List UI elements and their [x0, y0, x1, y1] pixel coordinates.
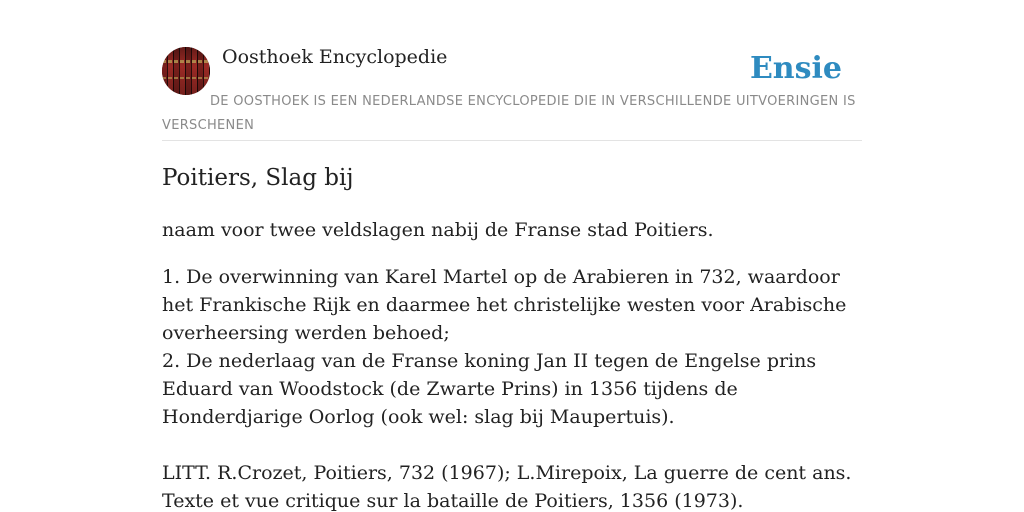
article — [162, 160, 862, 512]
article-item-2: 2. De nederlaag van de Franse koning Jan II tegen de Engelse prins Eduard van Woodstock (de Zwarte Prins) in 1356 tijdens de Honderdjarige Oorlog (ook wel: slag bij Maupertuis). — [162, 350, 817, 428]
site-name[interactable]: Oosthoek Encyclopedie — [222, 46, 448, 68]
article-body — [162, 263, 862, 512]
article-item-1: 1. De overwinning van Karel Martel op de Arabieren in 732, waardoor het Frankische Rijk en daarmee het christelijke westen voor Arabische overheersing werden behoed; — [162, 266, 847, 344]
article-title: Poitiers, Slag bij — [162, 165, 354, 191]
site-avatar[interactable] — [162, 47, 210, 95]
article-lead: naam voor twee veldslagen nabij de Franse stad Poitiers. — [162, 219, 714, 241]
site-header — [162, 46, 862, 141]
brand-logo-link[interactable]: Ensie — [749, 51, 842, 86]
article-literature: LITT. R.Crozet, Poitiers, 732 (1967); L.Mirepoix, La guerre de cent ans. Texte et vue critique sur la bataille de Poitiers, 1356 (1973). — [162, 462, 852, 512]
site-tagline: DE OOSTHOEK IS EEN NEDERLANDSE ENCYCLOPEDIE DIE IN VERSCHILLENDE UITVOERINGEN IS VERSCHENEN — [162, 94, 856, 133]
